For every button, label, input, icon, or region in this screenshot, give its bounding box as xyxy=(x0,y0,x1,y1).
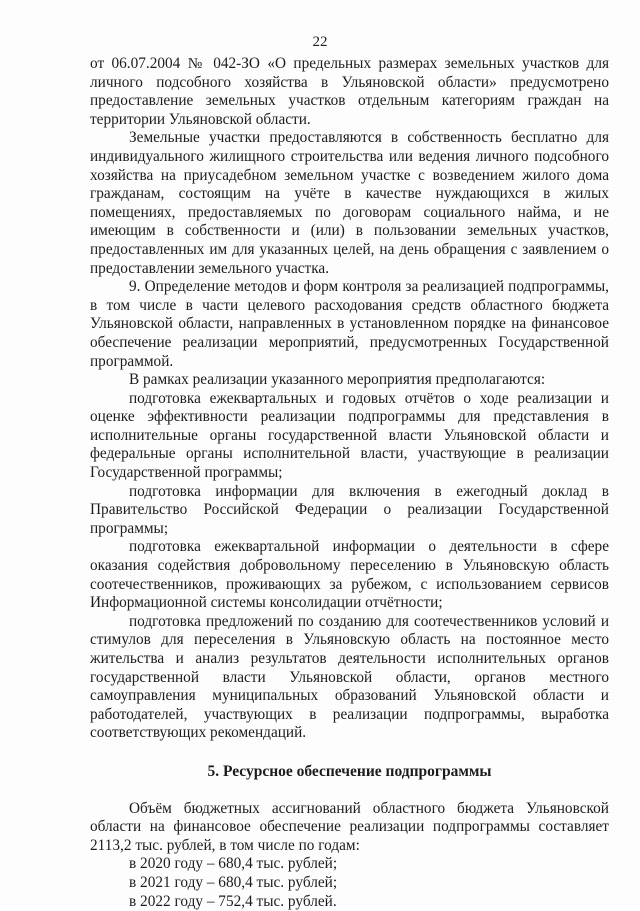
paragraph-quarterly-reports: подготовка ежеквартальных и годовых отчётов о ходе реализации и оценке эффективности реализации подпрограммы для представления в исполнительные органы государственной власти Ульяновской области и федеральные органы исполнительной власти, участвующие в реализации Государственной программы; xyxy=(90,389,609,482)
budget-year-2022: в 2022 году – 752,4 тыс. рублей. xyxy=(129,892,337,910)
paragraph-measures-intro: В рамках реализации указанного мероприятия предполагаются: xyxy=(129,371,546,389)
paragraph-control-methods: 9. Определение методов и форм контроля за реализацией подпрограммы, в том числе в части целевого расходования средств областного бюджета Ульяновской области, направленных в установленном порядке на финансовое обеспечение реализации мероприятий, предусмотренных Государственной программой. xyxy=(90,278,609,370)
section-title: 5. Ресурсное обеспечение подпрограммы xyxy=(207,762,492,780)
paragraph-compatriots-info: подготовка ежеквартальной информации о деятельности в сфере оказания содействия добровольному переселению в Ульяновскую область соотечественников, проживающих за рубежом, с использованием сервисов Информационной системы консолидации отчётности; xyxy=(90,538,609,612)
paragraph-annual-report: подготовка информации для включения в ежегодный доклад в Правительство Российской Федерации о реализации Государственной программы; xyxy=(90,482,609,537)
budget-year-2021: в 2021 году – 680,4 тыс. рублей; xyxy=(129,873,338,891)
page-number: 22 xyxy=(312,34,328,50)
paragraph-law-reference: от 06.07.2004 № 042-ЗО «О предельных размерах земельных участков для личного подсобного хозяйства в Ульяновской области» предусмотрено предоставление земельных участков отдельным категориям граждан на территории Ульяновской области. xyxy=(90,55,609,128)
budget-year-2020: в 2020 году – 680,4 тыс. рублей; xyxy=(129,855,338,873)
paragraph-proposals: подготовка предложений по созданию для соотечественников условий и стимулов для переселения в Ульяновскую область на постоянное место жительства и анализ результатов деятельности исполнительных органов государственной власти Ульяновской области, органов местного самоуправления муниципальных образований Ульяновской области и работодателей, участвующих в реализации подпрограммы, выработка соответствующих рекомендаций. xyxy=(90,612,609,742)
paragraph-budget-intro: Объём бюджетных ассигнований областного бюджета Ульяновской области на финансовое обеспечение реализации подпрограммы составляет 2113,2 тыс. рублей, в том числе по годам: xyxy=(90,799,609,854)
paragraph-land-plots: Земельные участки предоставляются в собственность бесплатно для индивидуального жилищного строительства или ведения личного подсобного хозяйства на приусадебном земельном участке с возведением жилого дома гражданам, состоящим на учёте в качестве нуждающихся в жилых помещениях, предоставляемых по договорам социального найма, и не имеющим в собственности и (или) в пользовании земельных участков, предоставленных им для указанных целей, на день обращения с заявлением о предоставлении земельного участка. xyxy=(90,129,609,277)
document-body xyxy=(90,55,609,911)
